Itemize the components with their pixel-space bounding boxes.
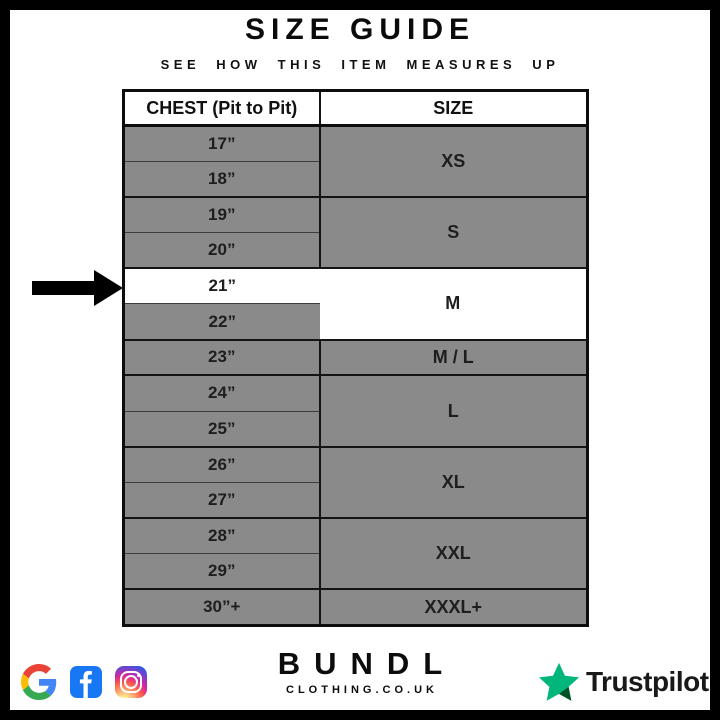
table-row [124,589,588,625]
trustpilot-logo [538,661,709,703]
size-cell: M [320,268,588,339]
size-table [122,89,589,627]
size-cell: S [320,197,588,268]
brand-logo-subtext: CLOTHING.CO.UK [286,684,438,696]
chest-cell: 22” [124,304,320,340]
chest-cell: 24” [124,375,320,411]
size-cell: XXXL+ [320,589,588,625]
chest-cell: 19” [124,197,320,233]
page-title: SIZE GUIDE [244,13,476,46]
chest-cell: 28” [124,518,320,554]
table-row [124,197,588,233]
table-row [124,375,588,411]
column-header-size: SIZE [320,91,588,126]
chest-cell: 25” [124,411,320,447]
table-row [124,126,588,162]
chest-cell: 29” [124,554,320,590]
row-pointer-arrow-icon [32,270,123,306]
chest-cell: 20” [124,233,320,269]
trustpilot-wordmark: Trustpilot [586,666,709,697]
chest-cell: 21” [124,268,320,304]
page-subtitle: SEE HOW THIS ITEM MEASURES UP [160,57,560,72]
brand-logo-text: BUNDL [277,646,457,681]
chest-cell: 18” [124,161,320,197]
chest-cell: 23” [124,340,320,376]
size-table-head [124,91,588,126]
trustpilot-star-icon [538,661,580,703]
table-row [124,340,588,376]
size-table-body [124,126,588,626]
size-cell: L [320,375,588,446]
table-row [124,268,588,304]
chest-cell: 26” [124,447,320,483]
table-row [124,447,588,483]
size-cell: XS [320,126,588,197]
chest-cell: 17” [124,126,320,162]
size-cell: XL [320,447,588,518]
size-cell: XXL [320,518,588,589]
table-row [124,518,588,554]
chest-cell: 27” [124,482,320,518]
column-header-chest: CHEST (Pit to Pit) [124,91,320,126]
chest-cell: 30”+ [124,589,320,625]
size-cell: M / L [320,340,588,376]
